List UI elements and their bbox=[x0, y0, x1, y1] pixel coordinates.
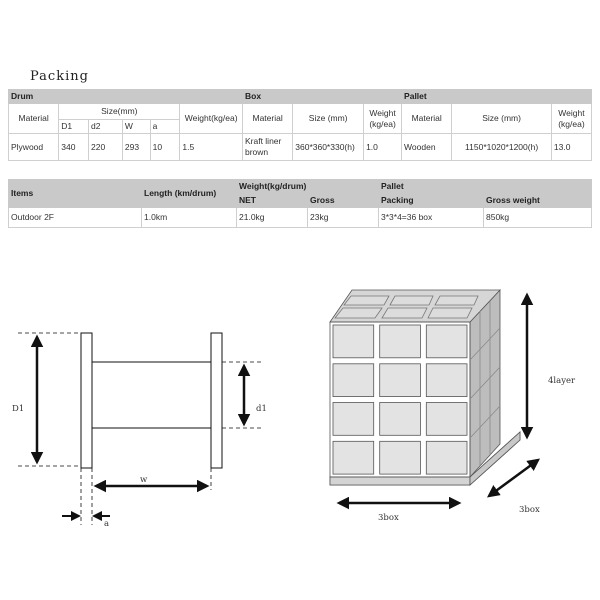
pallet-label-front: 3box bbox=[378, 513, 399, 523]
pallet-size-header: Size (mm) bbox=[452, 104, 552, 134]
pallet-material-header: Material bbox=[402, 104, 452, 134]
net-cell: 21.0kg bbox=[237, 208, 308, 228]
pallet-weight-header: Weight (kg/ea) bbox=[551, 104, 591, 134]
a-subheader: a bbox=[150, 120, 180, 134]
box-weight-header: Weight (kg/ea) bbox=[364, 104, 402, 134]
drum-left-flange bbox=[81, 333, 92, 468]
stack-box bbox=[426, 364, 467, 397]
box-material-header: Material bbox=[242, 104, 292, 134]
pallet-label-side: 3box bbox=[519, 505, 540, 515]
gross-cell: 23kg bbox=[308, 208, 379, 228]
pallet-material-cell: Wooden bbox=[402, 134, 452, 161]
drum-size-header: Size(mm) bbox=[59, 104, 180, 120]
drum-label-d2: d1 bbox=[256, 404, 267, 414]
drum-material-cell: Plywood bbox=[9, 134, 59, 161]
box-group-header: Box bbox=[242, 90, 401, 104]
box-weight-cell: 1.0 bbox=[364, 134, 402, 161]
drum-group-header: Drum bbox=[9, 90, 243, 104]
gross-weight-header: Gross weight bbox=[484, 194, 592, 208]
stack-box bbox=[380, 364, 421, 397]
pallet-diagram bbox=[330, 290, 520, 485]
pallet-weight-cell: 13.0 bbox=[551, 134, 591, 161]
weight-header: Weight(kg/drum) bbox=[237, 180, 379, 194]
stack-box bbox=[333, 441, 374, 474]
pallet-header: Pallet bbox=[379, 180, 592, 194]
packing-heading: Packing bbox=[30, 69, 89, 84]
length-cell: 1.0km bbox=[142, 208, 237, 228]
drum-label-d1: D1 bbox=[12, 404, 25, 414]
stack-box bbox=[333, 403, 374, 436]
stack-box bbox=[380, 403, 421, 436]
box-material-cell: Kraft liner brown bbox=[242, 134, 292, 161]
box-size-cell: 360*360*330(h) bbox=[293, 134, 364, 161]
drum-weight-cell: 1.5 bbox=[180, 134, 243, 161]
w-subheader: W bbox=[122, 120, 150, 134]
stack-box bbox=[426, 403, 467, 436]
items-header: Items bbox=[9, 180, 142, 208]
pallet-size-cell: 1150*1020*1200(h) bbox=[452, 134, 552, 161]
drum-weight-header: Weight(kg/ea) bbox=[180, 104, 243, 134]
items-cell: Outdoor 2F bbox=[9, 208, 142, 228]
stack-box bbox=[426, 325, 467, 358]
net-header: NET bbox=[237, 194, 308, 208]
packing-header: Packing bbox=[379, 194, 484, 208]
drum-right-flange bbox=[211, 333, 222, 468]
side-dimension-arrow bbox=[489, 460, 538, 496]
d2-subheader: d2 bbox=[89, 120, 123, 134]
d2-cell: 220 bbox=[89, 134, 123, 161]
stack-box bbox=[380, 325, 421, 358]
drum-diagram bbox=[18, 333, 262, 525]
packing-cell: 3*3*4=36 box bbox=[379, 208, 484, 228]
pallet-group-header: Pallet bbox=[402, 90, 592, 104]
pallet-label-layers: 4layer bbox=[548, 376, 576, 386]
drum-label-a: a bbox=[104, 519, 110, 529]
stack-box bbox=[333, 325, 374, 358]
d1-subheader: D1 bbox=[59, 120, 89, 134]
a-cell: 10 bbox=[150, 134, 180, 161]
gross-weight-cell: 850kg bbox=[484, 208, 592, 228]
stack-box bbox=[333, 364, 374, 397]
stack-box bbox=[380, 441, 421, 474]
length-header: Length (km/drum) bbox=[142, 180, 237, 208]
drum-material-header: Material bbox=[9, 104, 59, 134]
w-cell: 293 bbox=[122, 134, 150, 161]
drum-label-w: w bbox=[140, 475, 148, 485]
box-size-header: Size (mm) bbox=[293, 104, 364, 134]
stack-box bbox=[426, 441, 467, 474]
gross-header: Gross bbox=[308, 194, 379, 208]
d1-cell: 340 bbox=[59, 134, 89, 161]
